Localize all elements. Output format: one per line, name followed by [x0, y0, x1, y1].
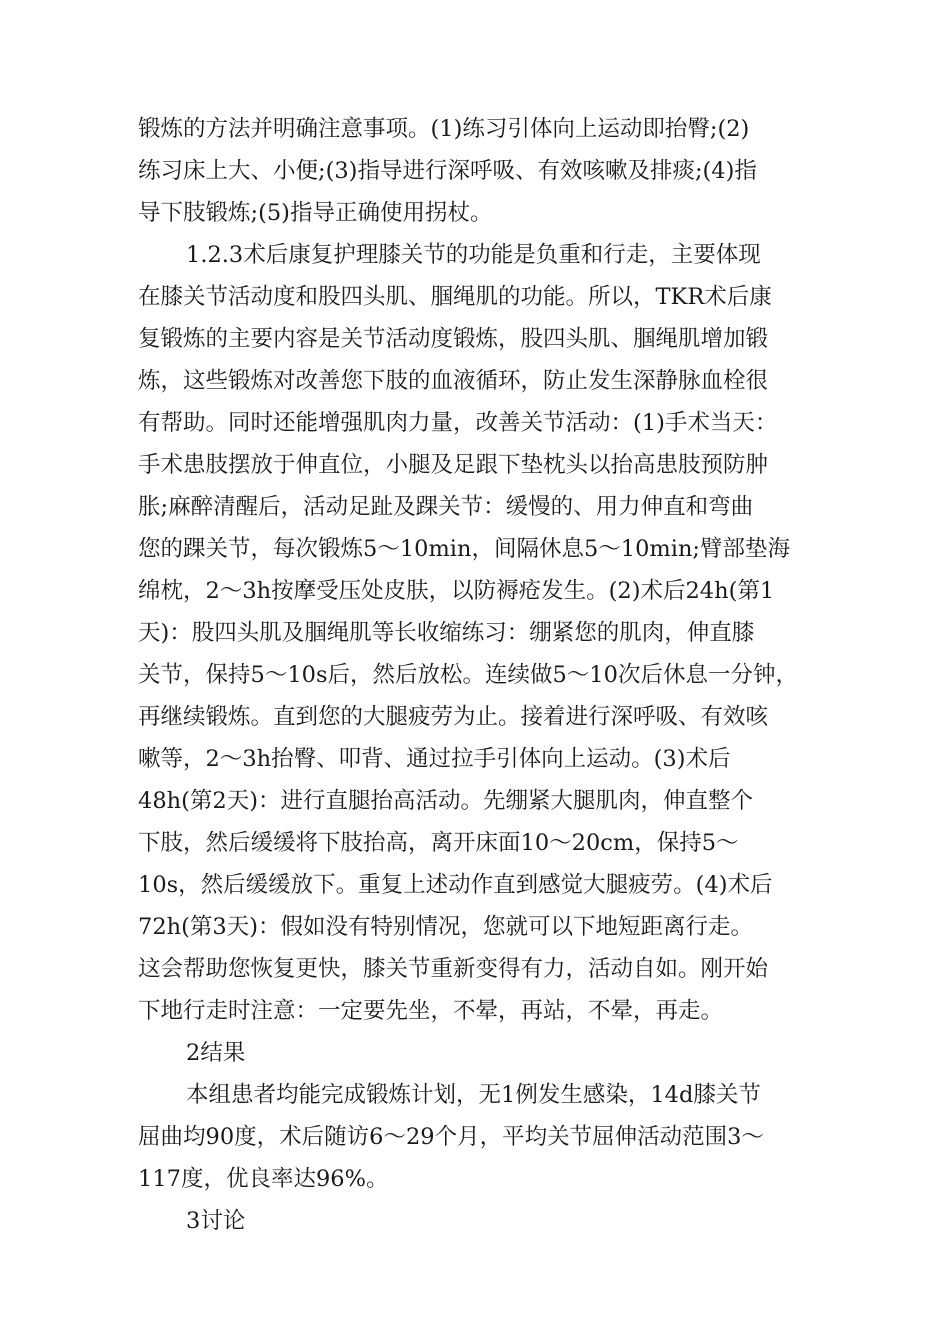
- text-line: 屈曲均90度，术后随访6～29个月，平均关节屈伸活动范围3～: [138, 1124, 764, 1150]
- section-heading-results: 2结果: [186, 1040, 246, 1066]
- section-1-2-3-first-line: 1.2.3术后康复护理膝关节的功能是负重和行走，主要体现: [186, 242, 761, 268]
- text-line: 胀;麻醉清醒后，活动足趾及踝关节：缓慢的、用力伸直和弯曲: [138, 494, 754, 520]
- text-line: 48h(第2天)：进行直腿抬高活动。先绷紧大腿肌肉，伸直整个: [138, 788, 753, 814]
- text-line: 手术患肢摆放于伸直位，小腿及足跟下垫枕头以抬高患肢预防肿: [138, 452, 769, 478]
- text-line: 炼，这些锻炼对改善您下肢的血液循环，防止发生深静脉血栓很: [138, 368, 769, 394]
- section-heading-discussion: 3讨论: [186, 1208, 246, 1234]
- text-line: 在膝关节活动度和股四头肌、腘绳肌的功能。所以，TKR术后康: [138, 284, 772, 310]
- text-line: 练习床上大、小便;(3)指导进行深呼吸、有效咳嗽及排痰;(4)指: [138, 158, 757, 184]
- text-line: 117度，优良率达96%。: [138, 1166, 389, 1192]
- text-line: 下地行走时注意：一定要先坐，不晕，再站，不晕，再走。: [138, 998, 724, 1024]
- text-line: 有帮助。同时还能增强肌肉力量，改善关节活动：(1)手术当天：: [138, 410, 778, 436]
- text-line: 10s，然后缓缓放下。重复上述动作直到感觉大腿疲劳。(4)术后: [138, 872, 773, 898]
- text-line: 这会帮助您恢复更快，膝关节重新变得有力，活动自如。刚开始: [138, 956, 769, 982]
- text-line: 您的踝关节，每次锻炼5～10min，间隔休息5～10min;臂部垫海: [138, 536, 791, 562]
- text-line: 绵枕，2～3h按摩受压处皮肤，以防褥疮发生。(2)术后24h(第1: [138, 578, 775, 604]
- text-line: 天)：股四头肌及腘绳肌等长收缩练习：绷紧您的肌肉，伸直膝: [138, 620, 755, 646]
- text-line: 导下肢锻炼;(5)指导正确使用拐杖。: [138, 200, 493, 226]
- text-line: 再继续锻炼。直到您的大腿疲劳为止。接着进行深呼吸、有效咳: [138, 704, 769, 730]
- text-line: 锻炼的方法并明确注意事项。(1)练习引体向上运动即抬臀;(2): [138, 116, 750, 142]
- results-first-line: 本组患者均能完成锻炼计划，无1例发生感染，14d膝关节: [186, 1082, 761, 1108]
- text-line: 下肢，然后缓缓将下肢抬高，离开床面10～20cm，保持5～: [138, 830, 739, 856]
- text-line: 关节，保持5～10s后，然后放松。连续做5～10次后休息一分钟，: [138, 662, 798, 688]
- text-line: 复锻炼的主要内容是关节活动度锻炼，股四头肌、腘绳肌增加锻: [138, 326, 769, 352]
- text-line: 嗽等，2～3h抬臀、叩背、通过拉手引体向上运动。(3)术后: [138, 746, 731, 772]
- text-line: 72h(第3天)：假如没有特别情况，您就可以下地短距离行走。: [138, 914, 753, 940]
